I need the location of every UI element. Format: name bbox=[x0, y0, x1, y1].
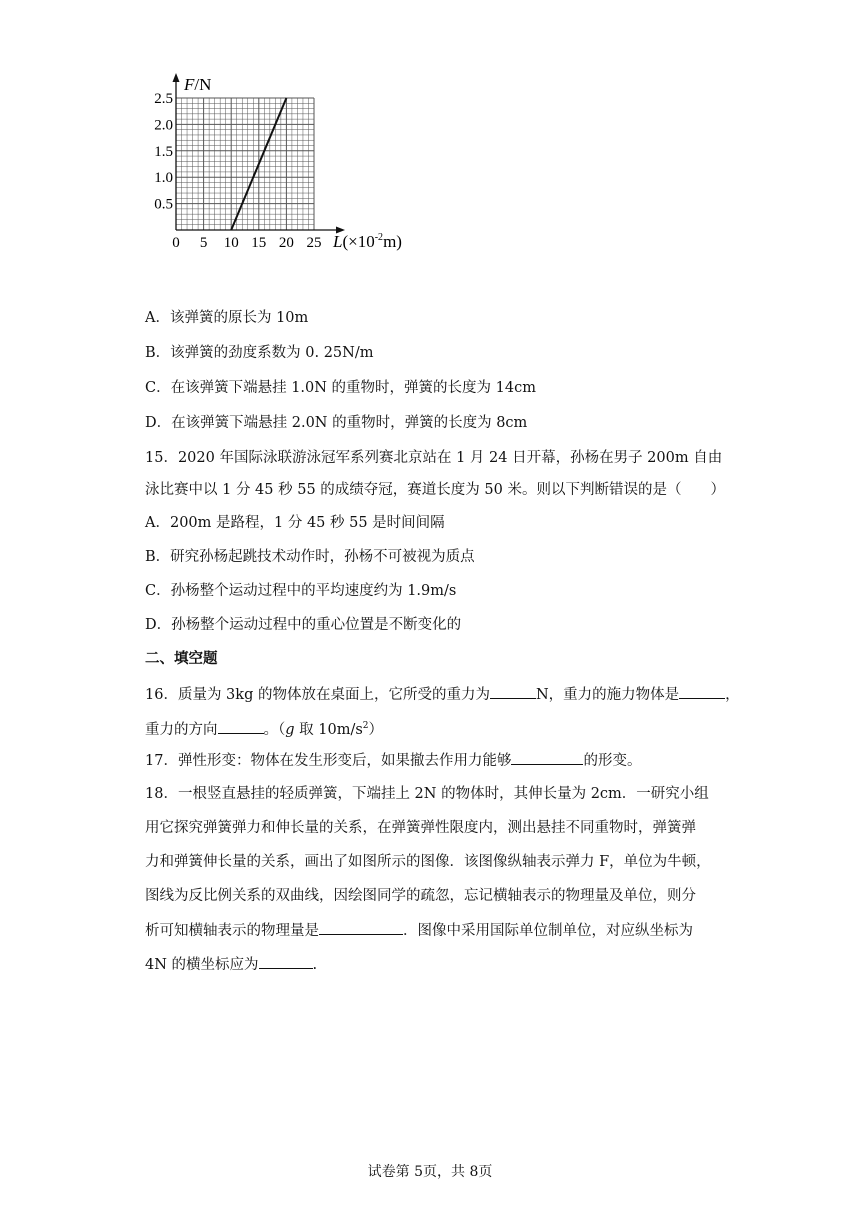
page-footer: 试卷第 5页，共 8页 bbox=[367, 1164, 493, 1180]
q18-line1: 18．一根竖直悬挂的轻质弹簧，下端挂上 2N 的物体时，其伸长量为 2cm．一研究小组 bbox=[145, 786, 709, 802]
q18-text-6b: . bbox=[312, 957, 318, 973]
q16-exponent: 2 bbox=[362, 721, 369, 731]
q16-text-1: 16．质量为 3kg 的物体放在桌面上，它所受的重力为 bbox=[145, 687, 490, 703]
q16-text-4: 重力的方向 bbox=[145, 721, 218, 738]
q14-option-c: C．在该弹簧下端悬挂 1.0N 的重物时，弹簧的长度为 14cm bbox=[145, 380, 536, 396]
q18-line3: 力和弹簧伸长量的关系，画出了如图所示的图像．该图像纵轴表示弹力 F，单位为牛顿， bbox=[145, 854, 711, 870]
y-tick-labels bbox=[154, 91, 173, 213]
q15-option-a: A．200m 是路程，1 分 45 秒 55 是时间间隔 bbox=[145, 515, 445, 531]
q16-text-6: 取 10m/s bbox=[294, 721, 363, 738]
q16-line2 bbox=[145, 716, 383, 740]
q15-stem-line2: 泳比赛中以 1 分 45 秒 55 的成绩夺冠，赛道长度为 50 米。则以下判断错误的是（ ） bbox=[145, 482, 725, 498]
q18-line5 bbox=[145, 920, 693, 941]
x-tick-label: 15 bbox=[251, 235, 267, 251]
q15-option-d: D．孙杨整个运动过程中的重心位置是不断变化的 bbox=[145, 617, 462, 633]
q18-blank-2[interactable] bbox=[259, 954, 313, 969]
y-axis-arrow bbox=[173, 73, 180, 82]
x-tick-label: 0 bbox=[172, 235, 180, 251]
x-tick-label: 10 bbox=[223, 235, 239, 251]
y-tick-label: 2.0 bbox=[154, 117, 173, 134]
q17-line bbox=[145, 750, 641, 771]
x-axis-label: $L(\times 10^{-2}m)$ bbox=[333, 232, 402, 251]
q17-blank[interactable] bbox=[511, 750, 583, 765]
q18-text-5a: 析可知横轴表示的物理量是 bbox=[145, 923, 319, 939]
q18-blank-1[interactable] bbox=[319, 920, 403, 935]
q16-text-2: N，重力的施力物体是 bbox=[535, 687, 680, 703]
y-tick-label: 1.0 bbox=[154, 170, 173, 187]
q18-line4: 图线为反比例关系的双曲线，因绘图同学的疏忽，忘记横轴表示的物理量及单位，则分 bbox=[145, 888, 696, 904]
q18-text-5b: ．图像中采用国际单位制单位，对应纵坐标为 bbox=[403, 923, 693, 939]
q16-text-7: ） bbox=[368, 721, 384, 738]
q16-text-5: 。（ bbox=[263, 721, 286, 738]
x-tick-label: 25 bbox=[306, 235, 322, 251]
q18-line2: 用它探究弹簧弹力和伸长量的关系，在弹簧弹性限度内，测出悬挂不同重物时，弹簧弹 bbox=[145, 820, 696, 836]
section-title: 二、填空题 bbox=[145, 651, 218, 667]
force-length-graph bbox=[140, 70, 420, 270]
q16-blank-2[interactable] bbox=[679, 684, 725, 699]
y-tick-label: 0.5 bbox=[154, 196, 173, 213]
q15-option-b: B．研究孙杨起跳技术动作时，孙杨不可被视为质点 bbox=[145, 549, 475, 565]
y-axis-label: F/N bbox=[184, 75, 212, 94]
q16-line1 bbox=[145, 684, 740, 705]
q16-g-var: g bbox=[285, 721, 295, 738]
q16-text-3: ， bbox=[725, 687, 740, 703]
y-tick-label: 1.5 bbox=[154, 143, 173, 160]
y-tick-label: 2.5 bbox=[154, 91, 173, 107]
q15-stem-line1: 15．2020 年国际泳联游泳冠军系列赛北京站在 1 月 24 日开幕，孙杨在男子 200m 自由 bbox=[145, 450, 723, 466]
graph-grid bbox=[176, 98, 314, 230]
x-tick-labels bbox=[172, 235, 321, 251]
q16-blank-3[interactable] bbox=[218, 719, 264, 734]
q17-text-1: 17．弹性形变：物体在发生形变后，如果撤去作用力能够 bbox=[145, 753, 512, 769]
q16-blank-1[interactable] bbox=[490, 684, 536, 699]
q14-option-d: D．在该弹簧下端悬挂 2.0N 的重物时，弹簧的长度为 8cm bbox=[145, 415, 528, 431]
q17-text-2: 的形变。 bbox=[583, 753, 642, 769]
q18-text-6a: 4N 的横坐标应为 bbox=[145, 957, 259, 973]
x-tick-label: 5 bbox=[199, 235, 208, 251]
q14-option-a: A．该弹簧的原长为 10m bbox=[145, 310, 309, 326]
q15-option-c: C．孙杨整个运动过程中的平均速度约为 1.9m/s bbox=[145, 583, 457, 599]
x-tick-label: 20 bbox=[278, 235, 294, 251]
q14-option-b: B．该弹簧的劲度系数为 0. 25N/m bbox=[145, 345, 374, 361]
q18-line6 bbox=[145, 954, 317, 975]
